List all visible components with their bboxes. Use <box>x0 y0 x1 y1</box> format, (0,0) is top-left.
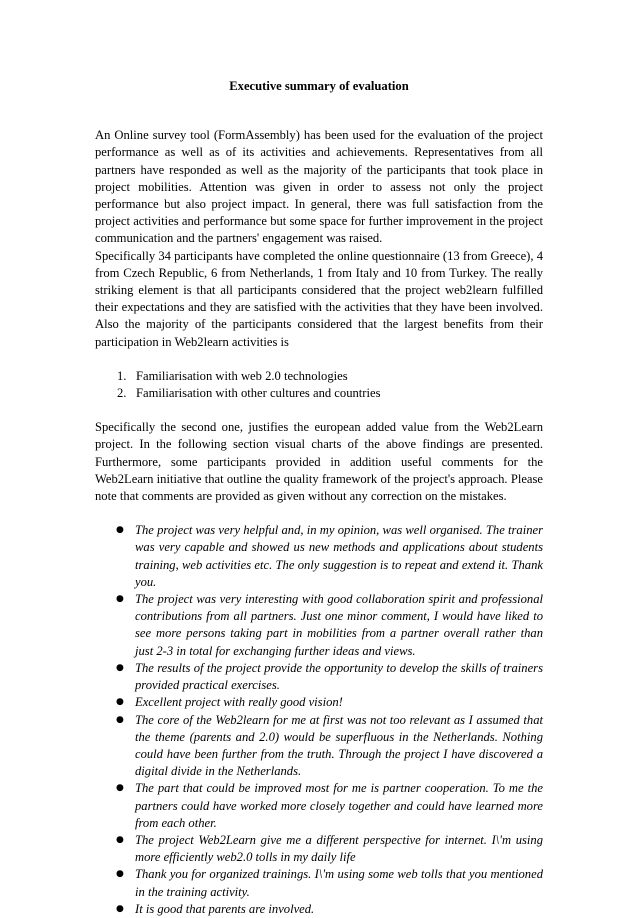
comment-item <box>95 694 543 711</box>
spacer <box>95 351 543 368</box>
benefit-text: Familiarisation with other cultures and countries <box>136 386 381 401</box>
comment-text: The part that could be improved most for me is partner cooperation. To me the partners could have worked more closely together and could have learned more from each other. <box>135 781 543 830</box>
document-page <box>95 78 543 918</box>
bullet-icon: ● <box>116 903 124 914</box>
bullet-icon: ● <box>116 869 124 880</box>
list-number: 1. <box>117 368 127 383</box>
findings-paragraph: Specifically the second one, justifies the european added value from the Web2Learn project. In the following section visual charts of the above findings are presented. Furthermore, some participants provided in addition useful comments for the Web2Learn initiative that outline the quality framework of the project's approach. Please note that comments are provided as given without any correction on the mistakes. <box>95 420 543 504</box>
comment-item <box>95 660 543 694</box>
comment-item <box>95 712 543 781</box>
bullet-icon: ● <box>116 714 124 725</box>
comment-item <box>95 901 543 918</box>
bullet-icon: ● <box>116 594 124 605</box>
benefit-item <box>95 368 543 385</box>
comment-text: Thank you for organized trainings. I\'m using some web tolls that you mentioned in the training activity. <box>135 867 543 899</box>
bullet-icon: ● <box>116 834 124 845</box>
spacer <box>95 505 543 522</box>
bullet-icon: ● <box>116 525 124 536</box>
benefit-text: Familiarisation with web 2.0 technologies <box>136 368 348 383</box>
comment-item <box>95 591 543 660</box>
list-number: 2. <box>117 386 127 401</box>
comment-text: The project Web2Learn give me a different perspective for internet. I\'m using more efficiently web2.0 tolls in my daily life <box>135 832 543 865</box>
comment-text: It is good that parents are involved. <box>135 901 315 916</box>
comment-item <box>95 780 543 832</box>
spacer <box>95 402 543 419</box>
comment-text: The core of the Web2learn for me at first was not too relevant as I assumed that the theme (parents and 2.0) would be superfluous in the Netherlands. Nothing could have been further from the truth. Through the project I have discovered a digital divide in the Netherlands. <box>135 712 543 779</box>
comment-item <box>95 522 543 591</box>
comment-item <box>95 832 543 866</box>
comments-list <box>95 522 543 918</box>
comment-text: The results of the project provide the opportunity to develop the skills of trainers provided practical exercises. <box>135 660 543 693</box>
comment-text: The project was very interesting with good collaboration spirit and professional contributions from all partners. Just one minor comment, I would have liked to see more persons taking part in mobilities from a partner overall rather than just 2-3 in total for exchanging further ideas and views. <box>135 592 543 658</box>
bullet-icon: ● <box>116 662 124 673</box>
benefit-item <box>95 385 543 402</box>
benefits-list <box>95 368 543 402</box>
participants-paragraph: Specifically 34 participants have completed the online questionnaire (13 from Greece), 4 from Czech Republic, 6 from Netherlands, 1 from Italy and 10 from Turkey. The really striking element is that all participants considered that the project web2learn fulfilled their expectations and they are satisfied with the activities that they have been involved. Also the majority of the participants considered that the largest benefits from their participation in Web2learn activities is <box>95 248 543 349</box>
document-title: Executive summary of evaluation <box>229 79 409 93</box>
intro-paragraph: An Online survey tool (FormAssembly) has been used for the evaluation of the project performance as well as of its activities and achievements. Representatives from all partners have responded as well as the majority of the participants that took place in project mobilities. Attention was given in order to assess not only the project performance but also project impact. In general, there was full satisfaction from the project activities and performance but some space for further improvement in the project communication and the partners' engagement was raised. <box>95 128 543 246</box>
bullet-icon: ● <box>116 783 124 794</box>
comment-item <box>95 866 543 900</box>
bullet-icon: ● <box>116 697 124 708</box>
comment-text: Excellent project with really good vision! <box>135 695 343 710</box>
comment-text: The project was very helpful and, in my opinion, was well organised. The trainer was very capable and showed us new methods and applications about students training, web activities etc. The only suggestion is to repeat and extend it. Thank you. <box>135 523 543 589</box>
